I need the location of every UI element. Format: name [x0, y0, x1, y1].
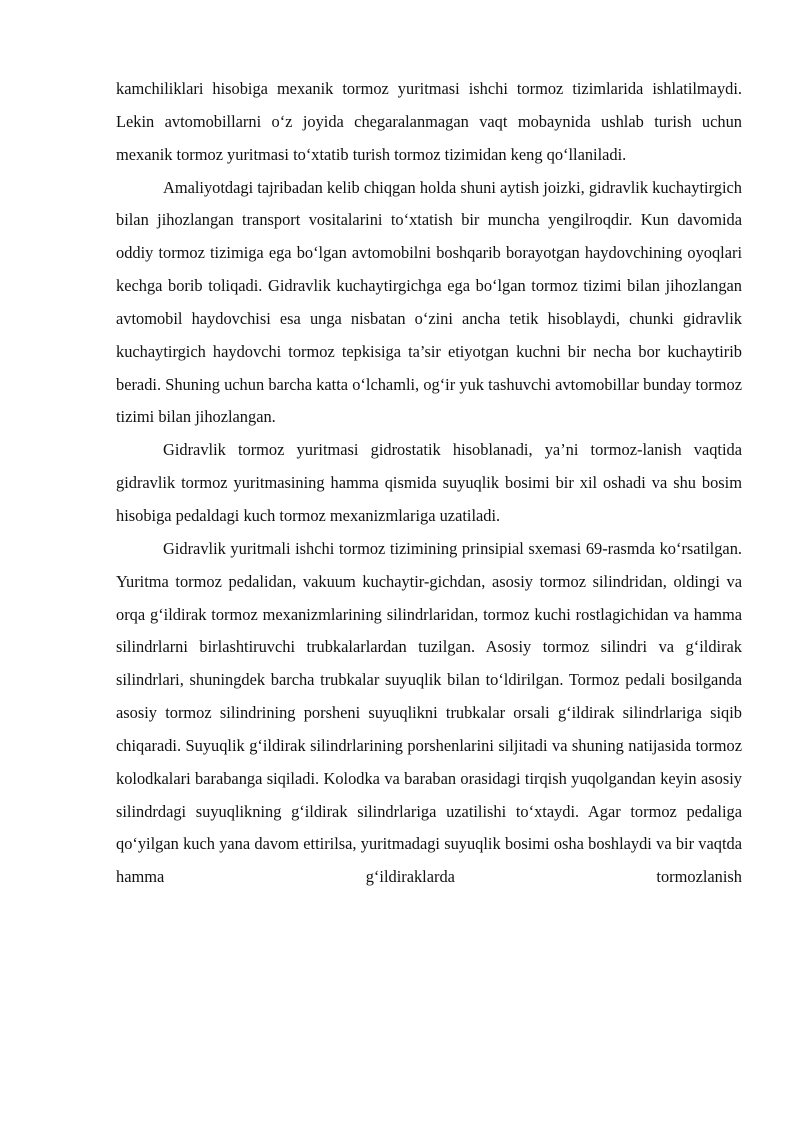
paragraph-brake-scheme: Gidravlik yuritmali ishchi tormoz tizimining prinsipial sxemasi 69-rasmda ko‘rsatilgan. Yuritma tormoz pedalidan, vakuum kuchaytir-gichdan, asosiy tormoz silindridan, oldingi va orqa g‘ildirak tormoz mexanizmlarining silindrlaridan, tormoz kuchi rostlagichidan va hamma silindrlarni birlashtiruvchi trubkalarlardan tuzilgan. Asosiy tormoz silindri va g‘ildirak silindrlari, shuningdek barcha trubkalar suyuqlik bilan to‘ldirilgan. Tormoz pedali bosilganda asosiy tormoz silindrining porsheni suyuqlikni trubkalar orsali g‘ildirak silindrlariga siqib chiqaradi. Suyuqlik g‘ildirak silindrlarining porshenlarini siljitadi va shuning natijasida tormoz kolodkalari barabanga siqiladi. Kolodka va baraban orasidagi tirqish yuqolgandan keyin asosiy silindrdagi suyuqlikning g‘ildirak silindrlariga uzatilishi to‘xtaydi. Agar tormoz pedaliga qo‘yilgan kuch yana davom ettirilsa, yuritmadagi suyuqlik bosimi osha boshlaydi va bir vaqtda hamma g‘ildiraklarda tormozlanish — [116, 538, 742, 887]
document-page — [116, 73, 742, 894]
paragraph-hydraulic-booster: Amaliyotdagi tajribadan kelib chiqgan holda shuni aytish joizki, gidravlik kuchaytirgich bilan jihozlangan transport vositalarini to‘xtatish bir muncha yengilroqdir. Kun davomida oddiy tormoz tizimiga ega bo‘lgan avtomobilni boshqarib borayotgan haydovchining oyoqlari kechga borib toliqadi. Gidravlik kuchaytirgichga ega bo‘lgan tormoz tizimi bilan jihozlangan avtomobil haydovchisi esa unga nisbatan o‘zini ancha tetik hisoblaydi, chunki gidravlik kuchaytirgich haydovchi tormoz tepkisiga ta’sir etiyotgan kuchni bir necha bor kuchaytirib beradi. Shuning uchun barcha katta o‘lchamli, og‘ir yuk tashuvchi avtomobillar bunday tormoz tizimi bilan jihozlangan. — [116, 177, 742, 427]
paragraph-continuation: kamchiliklari hisobiga mexanik tormoz yuritmasi ishchi tormoz tizimlarida ishlatilmaydi. Lekin avtomobillarni o‘z joyida chegaralanmagan vaqt mobaynida ushlab turish uchun mexanik tormoz yuritmasi to‘xtatib turish tormoz tizimidan keng qo‘llaniladi. — [116, 79, 742, 164]
paragraph-hydrostatic-drive: Gidravlik tormoz yuritmasi gidrostatik hisoblanadi, ya’ni tormoz-lanish vaqtida gidravlik tormoz yuritmasining hamma qismida suyuqlik bosimi bir xil oshadi va shu bosim hisobiga pedaldagi kuch tormoz mexanizmlariga uzatiladi. — [116, 440, 742, 525]
